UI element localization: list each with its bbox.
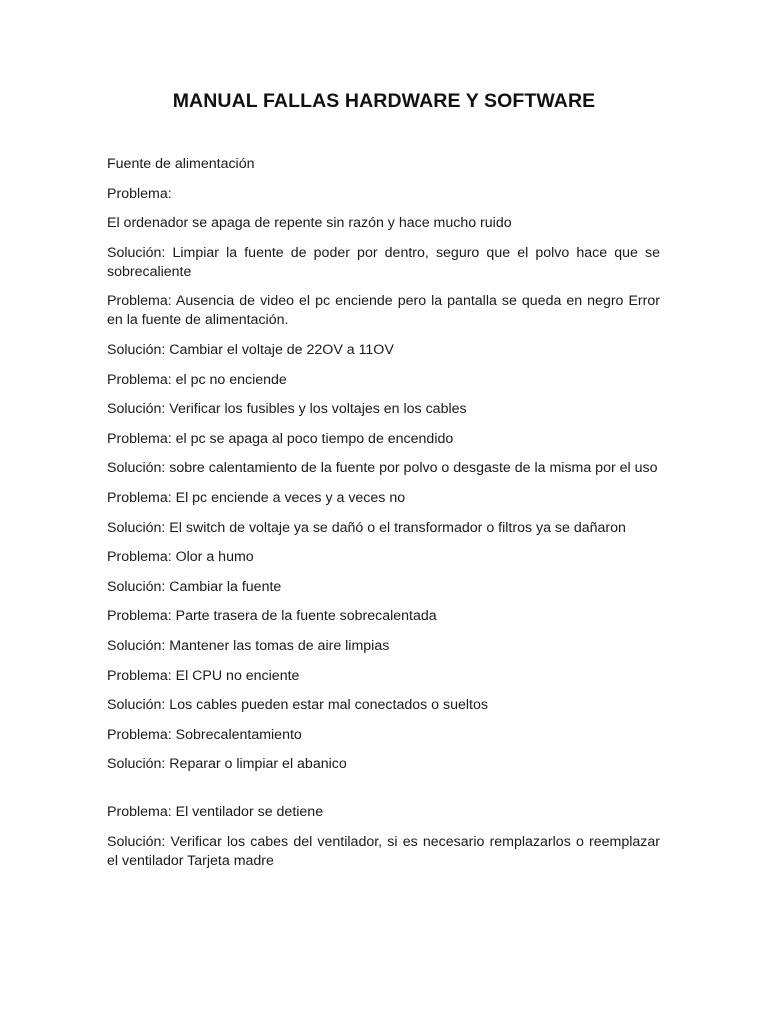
paragraph-problem: Problema: Parte trasera de la fuente sobrecalentada xyxy=(107,608,437,625)
paragraph-problem: Problema: El CPU no enciente xyxy=(107,667,300,684)
paragraph-solution: Solución: Reparar o limpiar el abanico xyxy=(107,756,347,773)
paragraph-solution: Solución: Cambiar el voltaje de 22OV a 11OV xyxy=(107,341,394,358)
paragraph-problem: Problema: Sobrecalentamiento xyxy=(107,726,302,743)
paragraph-solution: Solución: El switch de voltaje ya se dañó o el transformador o filtros ya se dañaron xyxy=(107,519,626,536)
paragraph-problem-label: Problema: xyxy=(107,185,172,202)
paragraph-problem: Problema: El ventilador se detiene xyxy=(107,804,324,821)
paragraph-problem: Problema: El pc enciende a veces y a veces no xyxy=(107,489,406,506)
paragraph-problem: Problema: el pc se apaga al poco tiempo de encendido xyxy=(107,430,454,447)
paragraph-problem: Problema: Olor a humo xyxy=(107,549,254,566)
paragraph-solution: Solución: sobre calentamiento de la fuente por polvo o desgaste de la misma por el uso xyxy=(107,460,658,477)
paragraph-solution: Solución: Verificar los cabes del ventilador, si es necesario remplazarlos o reemplazar el ventilador Tarjeta madre xyxy=(107,833,660,869)
paragraph-problem: Problema: Ausencia de video el pc enciende pero la pantalla se queda en negro Error en la fuente de alimentación. xyxy=(107,293,660,329)
paragraph-solution: Solución: Mantener las tomas de aire limpias xyxy=(107,637,390,654)
paragraph-solution: Solución: Verificar los fusibles y los voltajes en los cables xyxy=(107,401,467,418)
paragraph-solution: Solución: Limpiar la fuente de poder por dentro, seguro que el polvo hace que se sobrecaliente xyxy=(107,244,660,280)
document-title: MANUAL FALLAS HARDWARE Y SOFTWARE xyxy=(172,90,596,112)
paragraph-solution: Solución: Cambiar la fuente xyxy=(107,578,282,595)
paragraph-problem: Problema: el pc no enciende xyxy=(107,371,287,388)
paragraph-solution: Solución: Los cables pueden estar mal conectados o sueltos xyxy=(107,697,488,714)
document-body xyxy=(107,155,660,881)
paragraph-problem-description: El ordenador se apaga de repente sin razón y hace mucho ruido xyxy=(107,215,512,232)
paragraph-section-heading: Fuente de alimentación xyxy=(107,156,255,172)
